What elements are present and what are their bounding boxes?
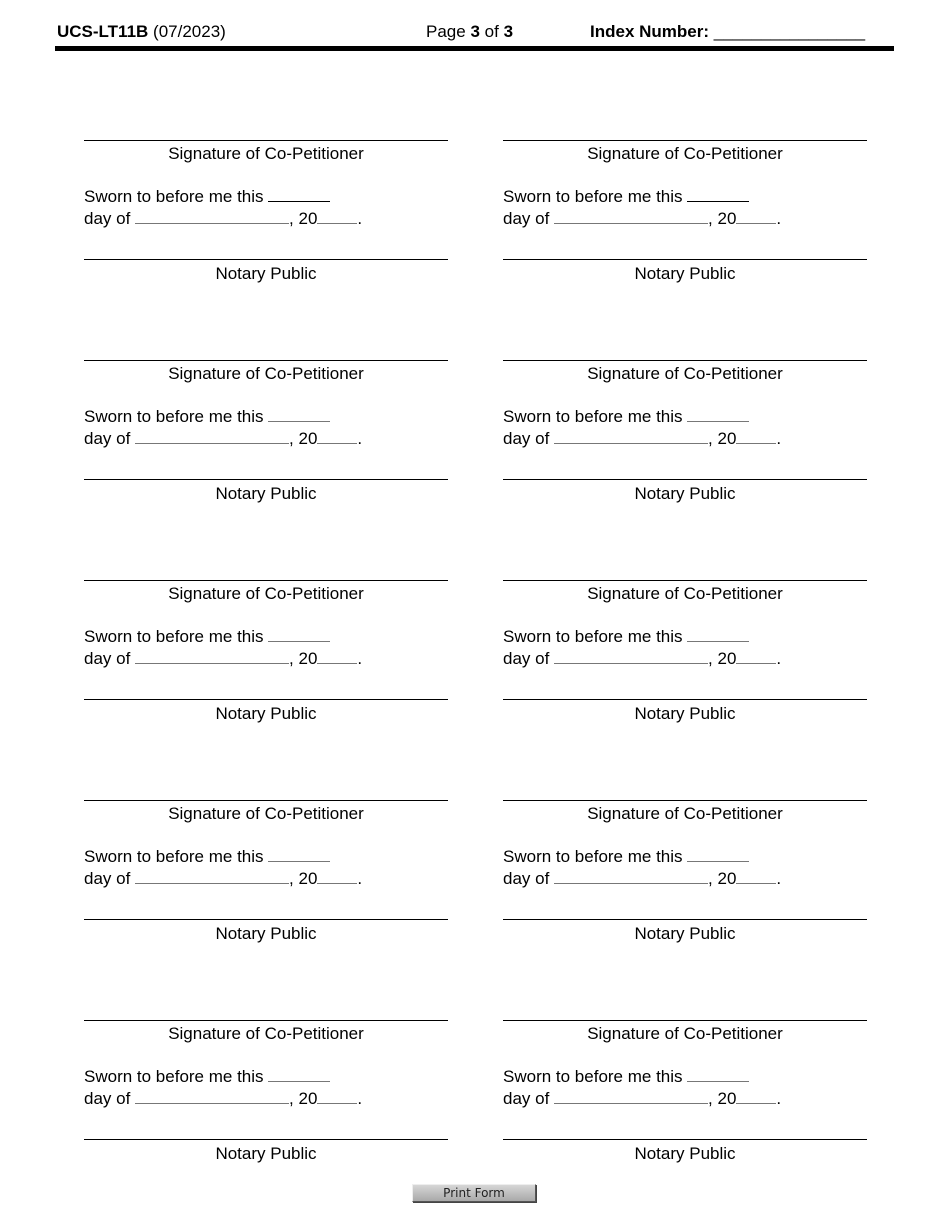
signature-label: Signature of Co-Petitioner xyxy=(587,364,783,383)
signature-line[interactable] xyxy=(84,360,448,361)
notary-signature-line[interactable] xyxy=(84,1139,448,1140)
day-field[interactable] xyxy=(268,627,330,642)
page-number xyxy=(426,20,513,44)
signature-label: Signature of Co-Petitioner xyxy=(587,1024,783,1043)
notary-label: Notary Public xyxy=(215,484,317,503)
index-number-field[interactable]: ________________ xyxy=(713,22,866,41)
year-field[interactable] xyxy=(317,209,357,224)
day-of-text: day of xyxy=(503,649,550,668)
day-of-text: day of xyxy=(84,869,131,888)
sworn-line xyxy=(84,1067,330,1087)
period: . xyxy=(776,429,782,448)
co-petitioner-block xyxy=(84,360,448,512)
day-of-text: day of xyxy=(84,1089,131,1108)
period: . xyxy=(357,869,363,888)
day-of-line xyxy=(503,869,781,889)
day-of-text: day of xyxy=(503,869,550,888)
month-field[interactable] xyxy=(554,869,708,884)
co-petitioner-block xyxy=(84,580,448,732)
co-petitioner-block xyxy=(503,580,867,732)
signature-line[interactable] xyxy=(84,140,448,141)
signature-line[interactable] xyxy=(503,140,867,141)
day-of-text: day of xyxy=(84,429,131,448)
notary-signature-line[interactable] xyxy=(84,259,448,260)
period: . xyxy=(357,209,363,228)
month-field[interactable] xyxy=(135,869,289,884)
day-of-line xyxy=(503,209,781,229)
form-identifier xyxy=(57,20,226,44)
signature-label: Signature of Co-Petitioner xyxy=(168,584,364,603)
year-field[interactable] xyxy=(317,1089,357,1104)
day-field[interactable] xyxy=(687,1067,749,1082)
notary-label: Notary Public xyxy=(634,484,736,503)
day-of-line xyxy=(503,429,781,449)
day-of-line xyxy=(503,649,781,669)
sworn-line xyxy=(84,187,330,207)
month-field[interactable] xyxy=(135,649,289,664)
page-total: 3 xyxy=(503,22,514,41)
day-of-line xyxy=(84,1089,362,1109)
sworn-line xyxy=(84,627,330,647)
year-prefix: , 20 xyxy=(708,209,737,228)
notary-signature-line[interactable] xyxy=(503,1139,867,1140)
sworn-text: Sworn to before me this xyxy=(84,187,264,206)
year-field[interactable] xyxy=(317,869,357,884)
sworn-line xyxy=(503,187,749,207)
sworn-line xyxy=(84,847,330,867)
header-rule xyxy=(55,46,894,51)
notary-signature-line[interactable] xyxy=(503,479,867,480)
co-petitioner-block xyxy=(84,1020,448,1172)
notary-label: Notary Public xyxy=(215,924,317,943)
day-of-line xyxy=(84,209,362,229)
period: . xyxy=(357,649,363,668)
signature-label: Signature of Co-Petitioner xyxy=(168,804,364,823)
notary-label: Notary Public xyxy=(634,704,736,723)
signature-line[interactable] xyxy=(503,580,867,581)
day-field[interactable] xyxy=(268,847,330,862)
period: . xyxy=(776,869,782,888)
month-field[interactable] xyxy=(135,209,289,224)
signature-label: Signature of Co-Petitioner xyxy=(587,804,783,823)
form-date: (07/2023) xyxy=(153,22,226,41)
sworn-text: Sworn to before me this xyxy=(503,627,683,646)
year-prefix: , 20 xyxy=(289,429,318,448)
notary-signature-line[interactable] xyxy=(503,259,867,260)
notary-label: Notary Public xyxy=(215,264,317,283)
day-field[interactable] xyxy=(687,407,749,422)
signature-line[interactable] xyxy=(84,800,448,801)
day-field[interactable] xyxy=(268,187,330,202)
signature-line[interactable] xyxy=(503,360,867,361)
notary-label: Notary Public xyxy=(215,704,317,723)
month-field[interactable] xyxy=(135,429,289,444)
year-prefix: , 20 xyxy=(708,1089,737,1108)
day-field[interactable] xyxy=(687,187,749,202)
signature-line[interactable] xyxy=(84,1020,448,1021)
notary-label: Notary Public xyxy=(634,264,736,283)
page-current: 3 xyxy=(470,22,480,41)
period: . xyxy=(776,649,782,668)
index-number-label: Index Number: xyxy=(590,22,710,41)
sworn-line xyxy=(503,627,749,647)
page-of: of xyxy=(484,22,499,41)
year-field[interactable] xyxy=(736,649,776,664)
sworn-text: Sworn to before me this xyxy=(503,1067,683,1086)
notary-signature-line[interactable] xyxy=(84,479,448,480)
notary-label: Notary Public xyxy=(634,1144,736,1163)
day-of-line xyxy=(84,649,362,669)
year-prefix: , 20 xyxy=(289,649,318,668)
sworn-line xyxy=(503,847,749,867)
month-field[interactable] xyxy=(135,1089,289,1104)
month-field[interactable] xyxy=(554,649,708,664)
day-field[interactable] xyxy=(687,627,749,642)
month-field[interactable] xyxy=(554,209,708,224)
notary-signature-line[interactable] xyxy=(84,699,448,700)
signature-label: Signature of Co-Petitioner xyxy=(168,1024,364,1043)
co-petitioner-block xyxy=(503,1020,867,1172)
year-field[interactable] xyxy=(736,429,776,444)
notary-label: Notary Public xyxy=(215,1144,317,1163)
day-field[interactable] xyxy=(268,1067,330,1082)
sworn-line xyxy=(503,407,749,427)
signature-line[interactable] xyxy=(503,1020,867,1021)
sworn-text: Sworn to before me this xyxy=(503,407,683,426)
sworn-text: Sworn to before me this xyxy=(84,407,264,426)
sworn-text: Sworn to before me this xyxy=(84,1067,264,1086)
year-field[interactable] xyxy=(736,1089,776,1104)
day-of-line xyxy=(503,1089,781,1109)
print-form-button[interactable]: Print Form xyxy=(412,1184,536,1202)
signature-label: Signature of Co-Petitioner xyxy=(168,364,364,383)
day-of-line xyxy=(84,429,362,449)
year-prefix: , 20 xyxy=(289,209,318,228)
co-petitioner-block xyxy=(84,140,448,292)
co-petitioner-block xyxy=(503,800,867,952)
month-field[interactable] xyxy=(554,429,708,444)
day-of-text: day of xyxy=(503,209,550,228)
day-of-line xyxy=(84,869,362,889)
sworn-line xyxy=(84,407,330,427)
notary-signature-line[interactable] xyxy=(503,919,867,920)
year-prefix: , 20 xyxy=(708,869,737,888)
notary-signature-line[interactable] xyxy=(84,919,448,920)
notary-signature-line[interactable] xyxy=(503,699,867,700)
index-number xyxy=(590,20,865,44)
period: . xyxy=(357,1089,363,1108)
year-field[interactable] xyxy=(317,649,357,664)
signature-label: Signature of Co-Petitioner xyxy=(168,144,364,163)
day-field[interactable] xyxy=(268,407,330,422)
day-of-text: day of xyxy=(84,209,131,228)
signature-line[interactable] xyxy=(84,580,448,581)
period: . xyxy=(357,429,363,448)
form-code: UCS-LT11B xyxy=(57,22,149,41)
period: . xyxy=(776,1089,782,1108)
page-prefix: Page xyxy=(426,22,466,41)
sworn-text: Sworn to before me this xyxy=(84,627,264,646)
signature-label: Signature of Co-Petitioner xyxy=(587,584,783,603)
period: . xyxy=(776,209,782,228)
co-petitioner-block xyxy=(503,140,867,292)
month-field[interactable] xyxy=(554,1089,708,1104)
signature-line[interactable] xyxy=(503,800,867,801)
year-prefix: , 20 xyxy=(289,869,318,888)
sworn-text: Sworn to before me this xyxy=(503,847,683,866)
day-field[interactable] xyxy=(687,847,749,862)
year-prefix: , 20 xyxy=(708,429,737,448)
page-header xyxy=(57,20,893,44)
year-prefix: , 20 xyxy=(708,649,737,668)
year-field[interactable] xyxy=(736,209,776,224)
notary-label: Notary Public xyxy=(634,924,736,943)
day-of-text: day of xyxy=(503,1089,550,1108)
co-petitioner-block xyxy=(84,800,448,952)
co-petitioner-block xyxy=(503,360,867,512)
day-of-text: day of xyxy=(503,429,550,448)
sworn-text: Sworn to before me this xyxy=(84,847,264,866)
signature-label: Signature of Co-Petitioner xyxy=(587,144,783,163)
day-of-text: day of xyxy=(84,649,131,668)
year-prefix: , 20 xyxy=(289,1089,318,1108)
sworn-line xyxy=(503,1067,749,1087)
year-field[interactable] xyxy=(317,429,357,444)
sworn-text: Sworn to before me this xyxy=(503,187,683,206)
year-field[interactable] xyxy=(736,869,776,884)
